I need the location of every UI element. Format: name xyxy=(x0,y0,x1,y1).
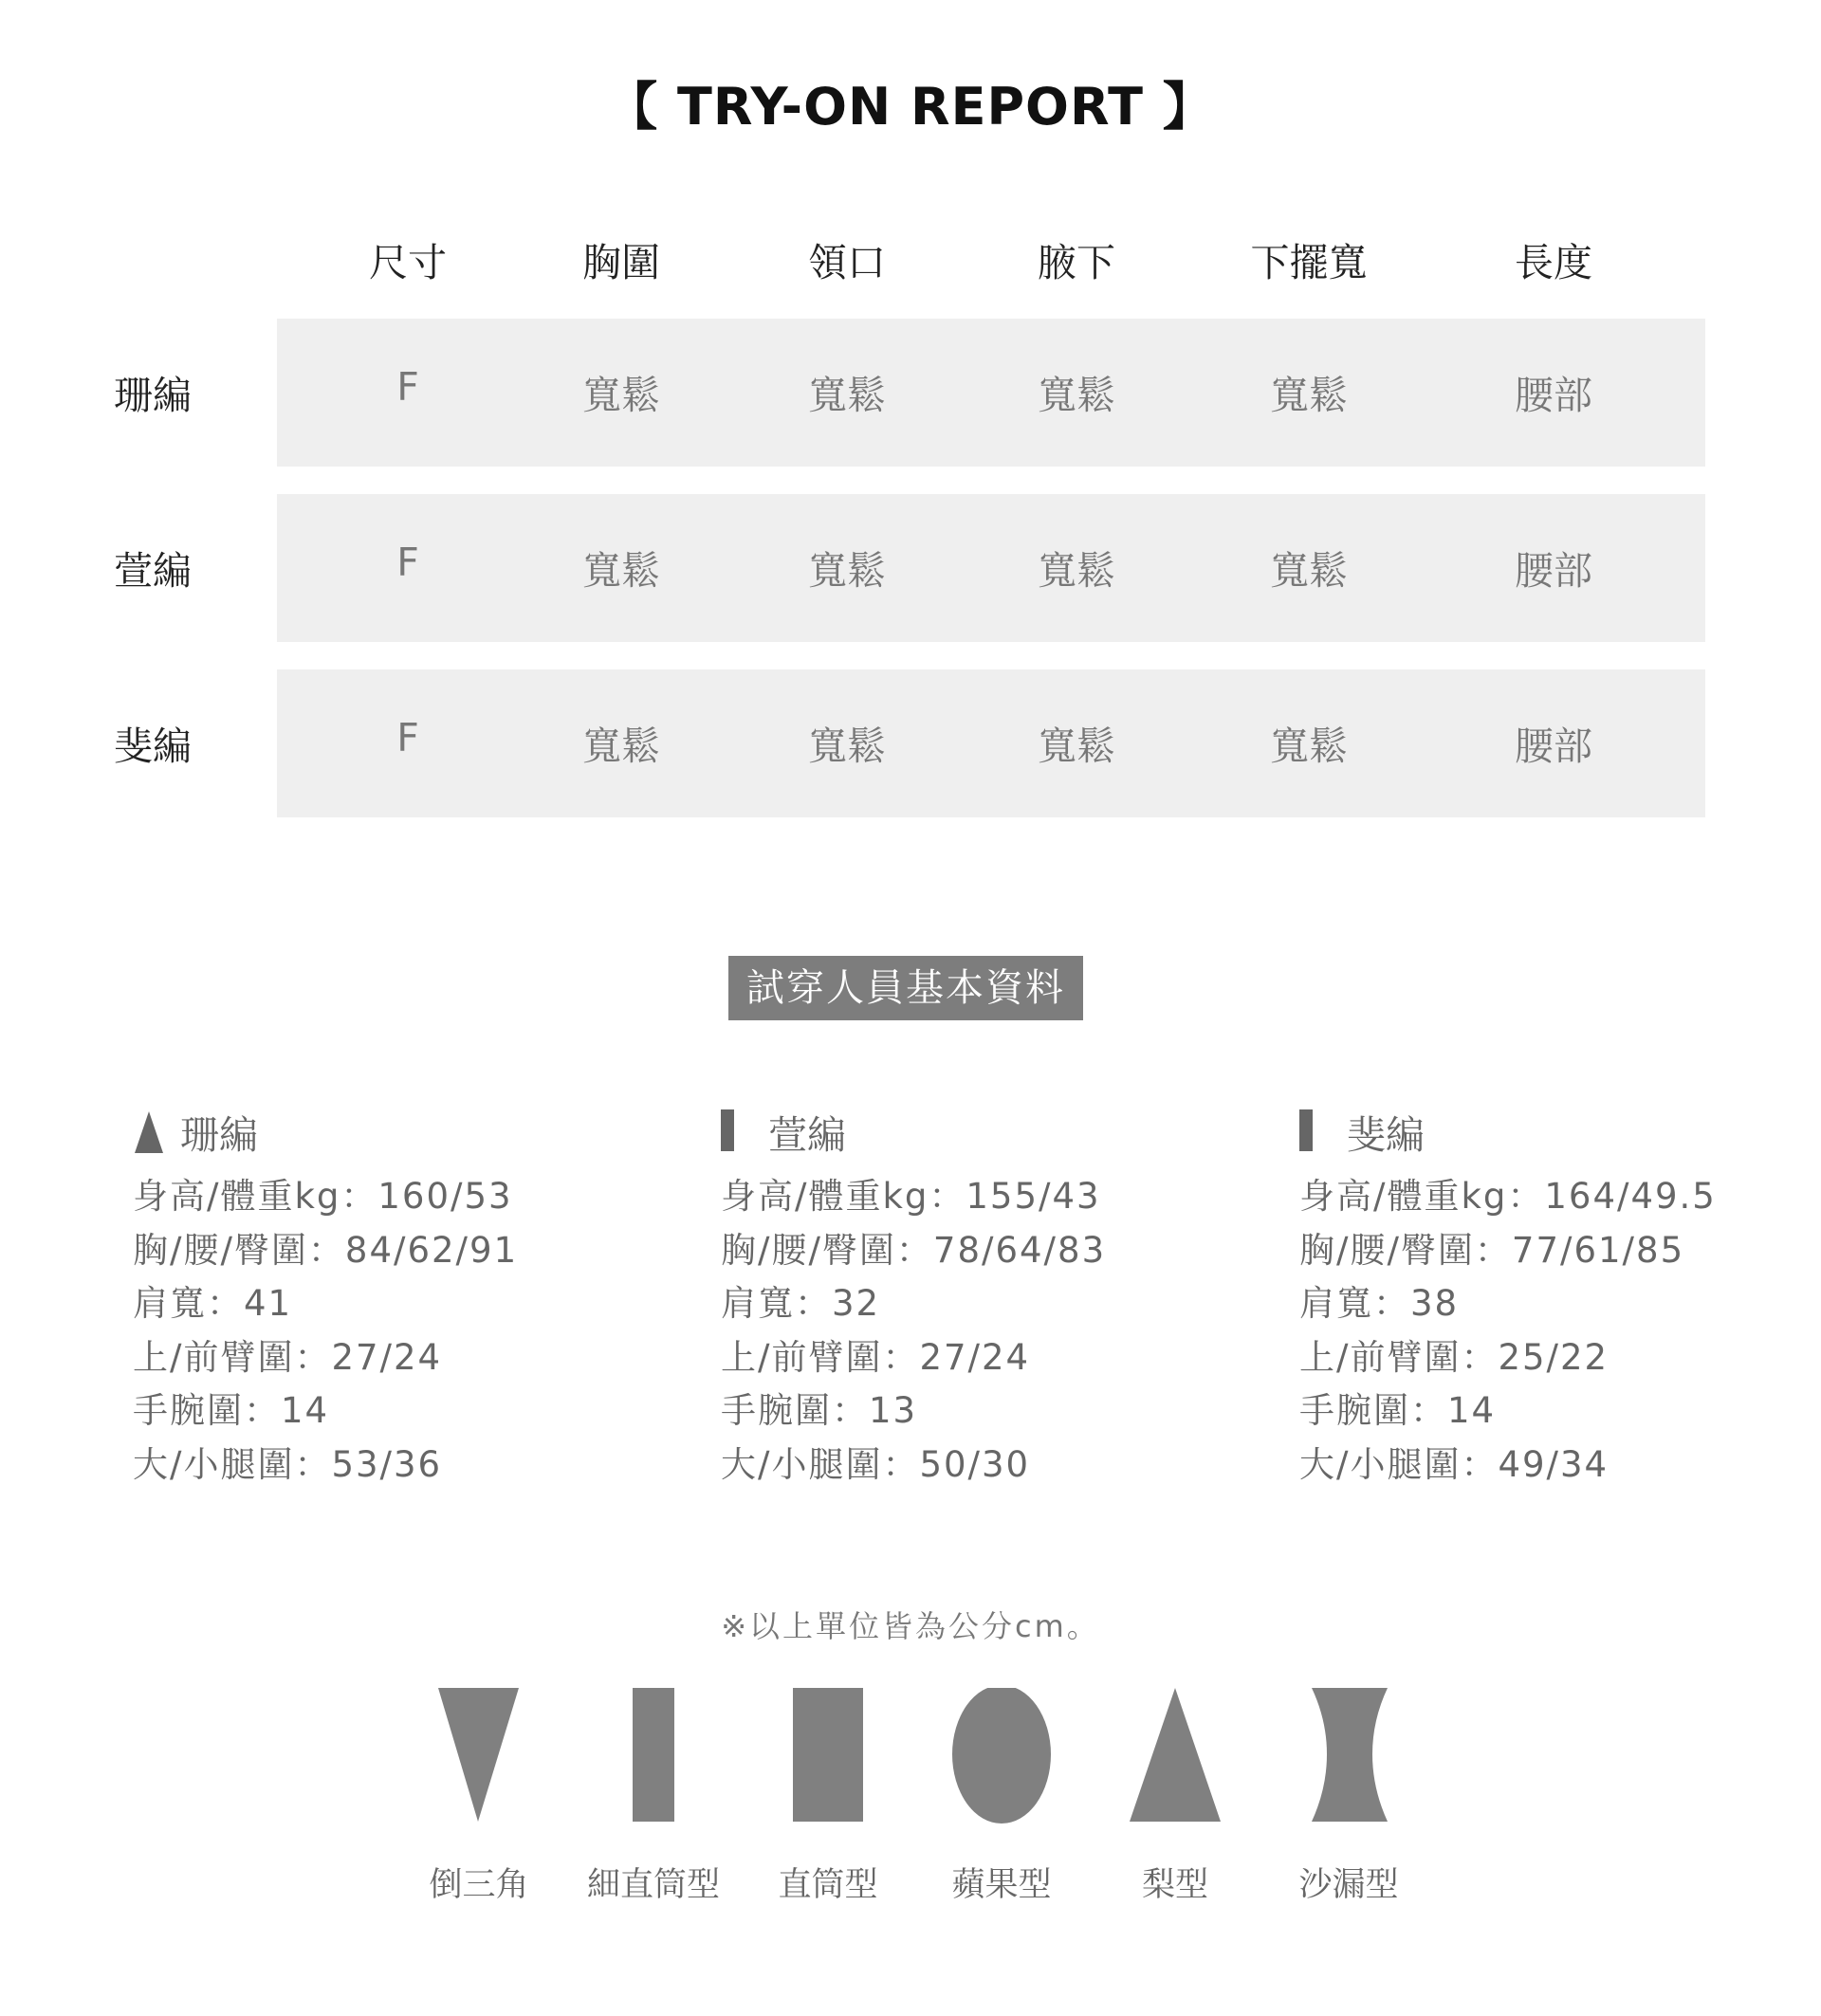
tester-card xyxy=(1280,1102,1774,1492)
tester-name: 萱編 xyxy=(768,1112,846,1158)
rectangle-icon xyxy=(793,1688,863,1822)
tester-stat: 身高/體重kg：160/53 xyxy=(133,1176,513,1217)
row-label: 珊編 xyxy=(114,373,192,418)
tester-stat: 肩寬：38 xyxy=(1299,1283,1460,1324)
tester-card xyxy=(114,1102,607,1492)
triangle-marker-icon xyxy=(135,1111,163,1153)
triangle-icon xyxy=(1130,1688,1221,1822)
bar-marker-icon xyxy=(721,1109,734,1151)
shape-label-straight: 直筒型 xyxy=(778,1866,878,1904)
table-cell: F xyxy=(396,715,419,761)
header-hem-width: 下擺寬 xyxy=(1250,240,1368,285)
tester-stat: 肩寬：32 xyxy=(721,1283,881,1324)
shape-label-pear: 梨型 xyxy=(1141,1866,1208,1904)
table-cell: 寬鬆 xyxy=(582,548,660,594)
tester-name: 珊編 xyxy=(180,1112,258,1158)
header-chest: 胸圍 xyxy=(582,240,660,285)
header-armpit: 腋下 xyxy=(1038,240,1115,285)
unit-note: ※以上單位皆為公分cm。 xyxy=(721,1608,1100,1644)
tester-stat: 大/小腿圍：50/30 xyxy=(721,1443,1031,1485)
table-cell: 寬鬆 xyxy=(1270,724,1348,769)
header-neckline: 領口 xyxy=(808,240,886,285)
shape-label-hourglass: 沙漏型 xyxy=(1298,1866,1399,1904)
tester-stat: 胸/腰/臀圍：84/62/91 xyxy=(133,1229,519,1271)
table-cell: 寬鬆 xyxy=(1270,373,1348,418)
table-cell: 寬鬆 xyxy=(808,548,886,594)
tester-stat: 手腕圍：14 xyxy=(133,1390,330,1431)
tester-stat: 上/前臂圍：27/24 xyxy=(721,1336,1031,1378)
header-size: 尺寸 xyxy=(369,240,447,285)
row-label: 斐編 xyxy=(114,724,192,769)
table-cell: 寬鬆 xyxy=(582,724,660,769)
tester-stat: 身高/體重kg：164/49.5 xyxy=(1299,1176,1717,1217)
shape-label-inverted-triangle: 倒三角 xyxy=(429,1866,529,1904)
table-cell: 腰部 xyxy=(1515,373,1592,418)
table-cell: 寬鬆 xyxy=(1270,548,1348,594)
tester-stat: 手腕圍：13 xyxy=(721,1390,918,1431)
table-cell: F xyxy=(396,364,419,410)
tester-stat: 上/前臂圍：25/22 xyxy=(1299,1336,1609,1378)
tester-stat: 身高/體重kg：155/43 xyxy=(721,1176,1101,1217)
tester-name: 斐編 xyxy=(1347,1112,1425,1158)
table-cell: 寬鬆 xyxy=(1038,724,1115,769)
row-label: 萱編 xyxy=(114,548,192,594)
table-cell: F xyxy=(396,540,419,585)
tester-stat: 手腕圍：14 xyxy=(1299,1390,1497,1431)
tester-stat: 大/小腿圍：53/36 xyxy=(133,1443,443,1485)
table-cell: 腰部 xyxy=(1515,548,1592,594)
report-title: 【 TRY-ON REPORT 】 xyxy=(606,77,1215,137)
tester-stat: 胸/腰/臀圍：77/61/85 xyxy=(1299,1229,1685,1271)
shape-label-apple: 蘋果型 xyxy=(951,1866,1052,1904)
tester-stat: 胸/腰/臀圍：78/64/83 xyxy=(721,1229,1107,1271)
tester-card xyxy=(702,1102,1195,1492)
oval-icon xyxy=(952,1688,1051,1824)
shape-label-narrow-straight: 細直筒型 xyxy=(586,1866,720,1904)
narrow-rectangle-icon xyxy=(633,1688,674,1822)
section-title-badge: 試穿人員基本資料 xyxy=(728,956,1083,1020)
table-cell: 寬鬆 xyxy=(1038,548,1115,594)
table-cell: 寬鬆 xyxy=(1038,373,1115,418)
tester-stat: 上/前臂圍：27/24 xyxy=(133,1336,443,1378)
bar-marker-icon xyxy=(1299,1109,1313,1151)
tester-stat: 肩寬：41 xyxy=(133,1283,293,1324)
table-cell: 寬鬆 xyxy=(808,373,886,418)
table-cell: 腰部 xyxy=(1515,724,1592,769)
table-cell: 寬鬆 xyxy=(808,724,886,769)
inverted-triangle-icon xyxy=(438,1688,519,1822)
body-shape-icons xyxy=(0,1688,1821,1830)
header-length: 長度 xyxy=(1515,240,1592,285)
tester-stat: 大/小腿圍：49/34 xyxy=(1299,1443,1609,1485)
table-cell: 寬鬆 xyxy=(582,373,660,418)
hourglass-icon xyxy=(1312,1688,1388,1822)
